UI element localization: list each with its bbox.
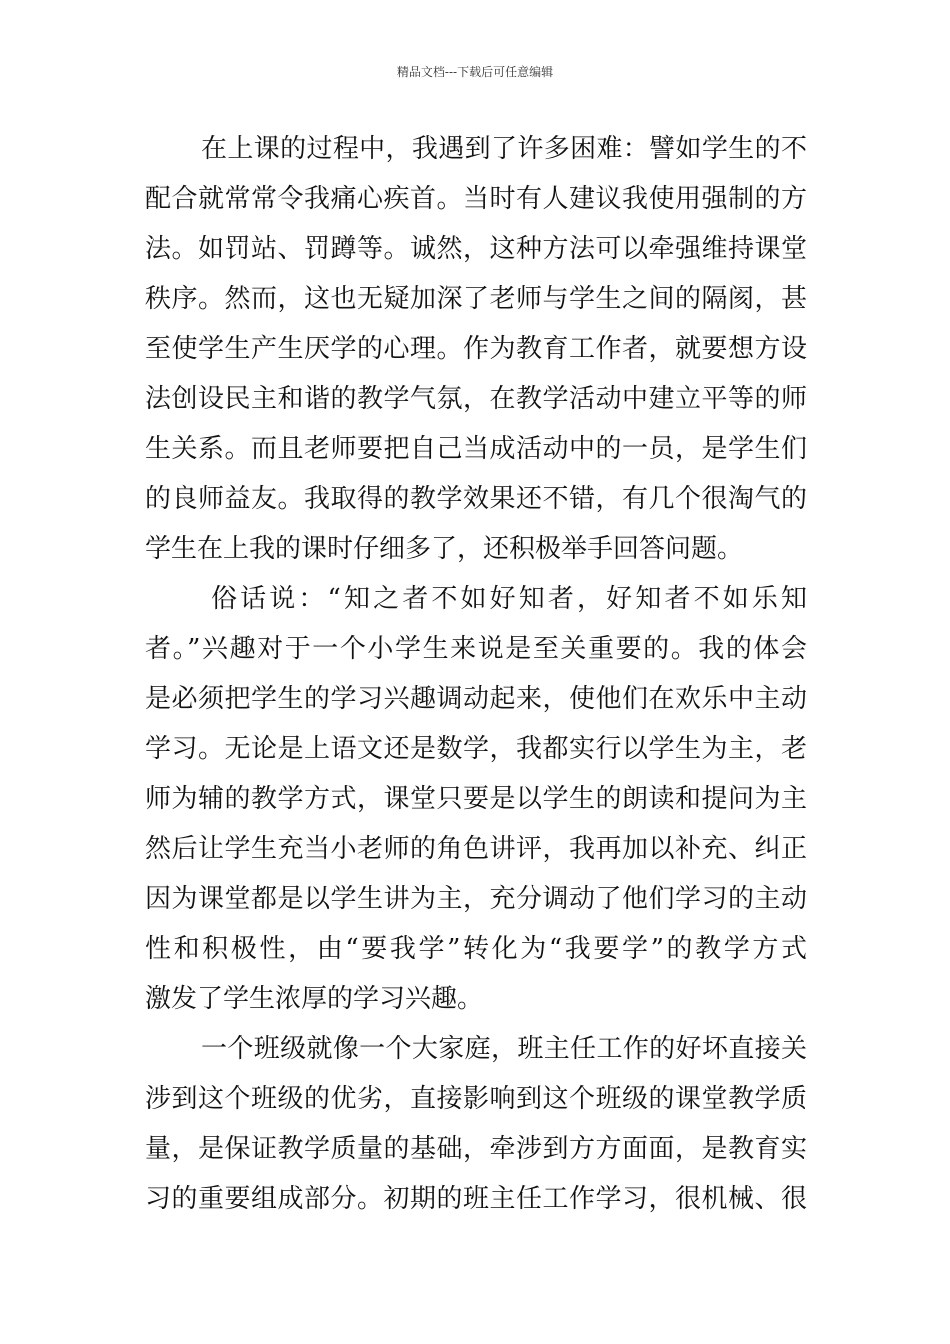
text-line: 涉到这个班级的优劣，直接影响到这个班级的课堂教学质: [145, 1084, 807, 1114]
text-line: 生关系。而且老师要把自己当成活动中的一员，是学生们: [145, 434, 807, 464]
paragraph-2: [145, 574, 807, 1024]
text-line: 是必须把学生的学习兴趣调动起来，使他们在欢乐中主动: [145, 684, 807, 714]
text-line: 法。如罚站、罚蹲等。诚然，这种方法可以牵强维持课堂: [145, 234, 807, 264]
document-body: [145, 124, 807, 1224]
paragraph-1: [145, 124, 807, 574]
text-line: 的良师益友。我取得的教学效果还不错，有几个很淘气的: [145, 484, 807, 514]
text-line: 学习。无论是上语文还是数学，我都实行以学生为主，老: [145, 734, 807, 764]
text-line: 法创设民主和谐的教学气氛，在教学活动中建立平等的师: [145, 384, 807, 414]
text-line: 在上课的过程中，我遇到了许多困难：譬如学生的不: [201, 134, 807, 164]
text-line: 量，是保证教学质量的基础，牵涉到方方面面，是教育实: [145, 1134, 807, 1164]
text-line: 性和积极性，由“要我学”转化为“我要学”的教学方式: [145, 934, 807, 964]
text-line: 者。”兴趣对于一个小学生来说是至关重要的。我的体会: [145, 634, 807, 664]
text-line: 学生在上我的课时仔细多了，还积极举手回答问题。: [145, 534, 744, 564]
paragraph-3: [145, 1024, 807, 1224]
text-line: 激发了学生浓厚的学习兴趣。: [145, 984, 484, 1014]
text-line: 因为课堂都是以学生讲为主，充分调动了他们学习的主动: [145, 884, 807, 914]
text-line: 俗话说：“知之者不如好知者，好知者不如乐知: [211, 584, 807, 614]
page-header: 精品文档---下载后可任意编辑: [396, 65, 554, 79]
text-line: 至使学生产生厌学的心理。作为教育工作者，就要想方设: [145, 334, 807, 364]
text-line: 一个班级就像一个大家庭，班主任工作的好坏直接关: [201, 1034, 807, 1064]
text-line: 秩序。然而，这也无疑加深了老师与学生之间的隔阂，甚: [145, 284, 807, 314]
text-line: 习的重要组成部分。初期的班主任工作学习，很机械、很: [145, 1184, 807, 1214]
text-line: 然后让学生充当小老师的角色讲评，我再加以补充、纠正: [145, 834, 807, 864]
text-line: 师为辅的教学方式，课堂只要是以学生的朗读和提问为主: [145, 784, 807, 814]
text-line: 配合就常常令我痛心疾首。当时有人建议我使用强制的方: [145, 184, 807, 214]
